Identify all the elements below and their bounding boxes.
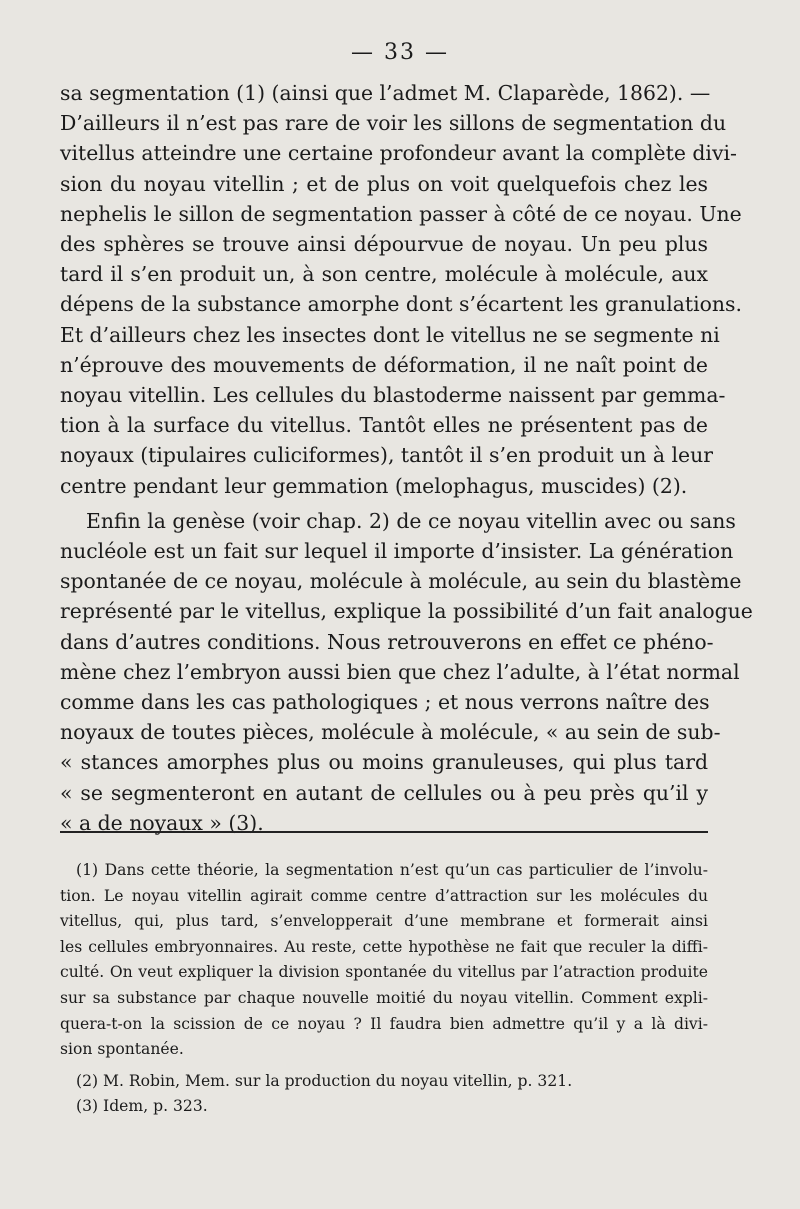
body-line: Et d’ailleurs chez les insectes dont le vitellus ne se segmente ni — [60, 322, 720, 347]
body-line: comme dans les cas pathologiques ; et nous verrons naître des — [60, 690, 710, 715]
body-line: centre pendant leur gemmation (melophagus, muscides) (2). — [60, 473, 688, 498]
body-line: sion du noyau vitellin ; et de plus on voit quelquefois chez les — [60, 171, 708, 196]
body-line: dépens de la substance amorphe dont s’écartent les granulations. — [60, 292, 742, 317]
footnote-line: quera-t-on la scission de ce noyau ? Il faudra bien admettre qu’il y a là divi- — [60, 1014, 708, 1033]
footnote-line: (1) Dans cette théorie, la segmentation n’est qu’un cas particulier de l’involu- — [76, 861, 708, 879]
footnotes — [60, 858, 708, 1120]
body-line: tion à la surface du vitellus. Tantôt elles ne présentent pas de — [60, 413, 708, 438]
body-line: dans d’autres conditions. Nous retrouverons en effet ce phéno- — [60, 629, 714, 654]
footnote-line: (3) Idem, p. 323. — [76, 1097, 208, 1116]
footnote-line: (2) M. Robin, Mem. sur la production du noyau vitellin, p. 321. — [76, 1071, 573, 1090]
body-line: mène chez l’embryon aussi bien que chez l’adulte, à l’état normal — [60, 659, 740, 684]
body-line: nephelis le sillon de segmentation passer à côté de ce noyau. Une — [60, 201, 742, 226]
body-line: « a de noyaux » (3). — [60, 810, 264, 835]
body-line: tard il s’en produit un, à son centre, molécule à molécule, aux — [60, 262, 708, 287]
body-line: « se segmenteront en autant de cellules ou à peu près qu’il y — [60, 780, 708, 805]
body-line: D’ailleurs il n’est pas rare de voir les sillons de segmentation du — [60, 111, 727, 136]
footnote-line: sion spontanée. — [60, 1040, 184, 1059]
body-text — [60, 78, 753, 838]
body-line: des sphères se trouve ainsi dépourvue de noyau. Un peu plus — [60, 232, 708, 257]
footnote-line: vitellus, qui, plus tard, s’envelopperait d’une membrane et formerait ainsi — [60, 912, 708, 931]
body-line: sa segmentation (1) (ainsi que l’admet M. Claparède, 1862). — — [60, 81, 711, 105]
footnote-divider — [60, 831, 708, 833]
body-line: vitellus atteindre une certaine profondeur avant la complète divi- — [60, 141, 737, 166]
body-line: « stances amorphes plus ou moins granuleuses, qui plus tard — [60, 750, 708, 775]
footnote-line: culté. On veut expliquer la division spontanée du vitellus par l’atraction produite — [60, 963, 708, 982]
body-line: nucléole est un fait sur lequel il importe d’insister. La génération — [60, 539, 734, 564]
body-line: représenté par le vitellus, explique la possibilité d’un fait analogue — [60, 599, 753, 624]
body-line: Enfin la genèse (voir chap. 2) de ce noyau vitellin avec ou sans — [86, 508, 736, 533]
body-line: noyau vitellin. Les cellules du blastoderme naissent par gemma- — [60, 383, 726, 408]
footnote-line: sur sa substance par chaque nouvelle moitié du noyau vitellin. Comment expli- — [60, 988, 708, 1007]
body-line: noyaux de toutes pièces, molécule à molécule, « au sein de sub- — [60, 720, 721, 745]
footnote-line: tion. Le noyau vitellin agirait comme centre d’attraction sur les molécules du — [60, 886, 708, 905]
page-number: — 33 — — [351, 40, 449, 65]
body-line: spontanée de ce noyau, molécule à molécule, au sein du blastème — [60, 569, 742, 594]
body-line: noyaux (tipulaires culiciformes), tantôt il s’en produit un à leur — [60, 443, 713, 468]
body-line: n’éprouve des mouvements de déformation, il ne naît point de — [60, 352, 708, 377]
footnote-line: les cellules embryonnaires. Au reste, cette hypothèse ne fait que reculer la diffi- — [60, 937, 708, 956]
